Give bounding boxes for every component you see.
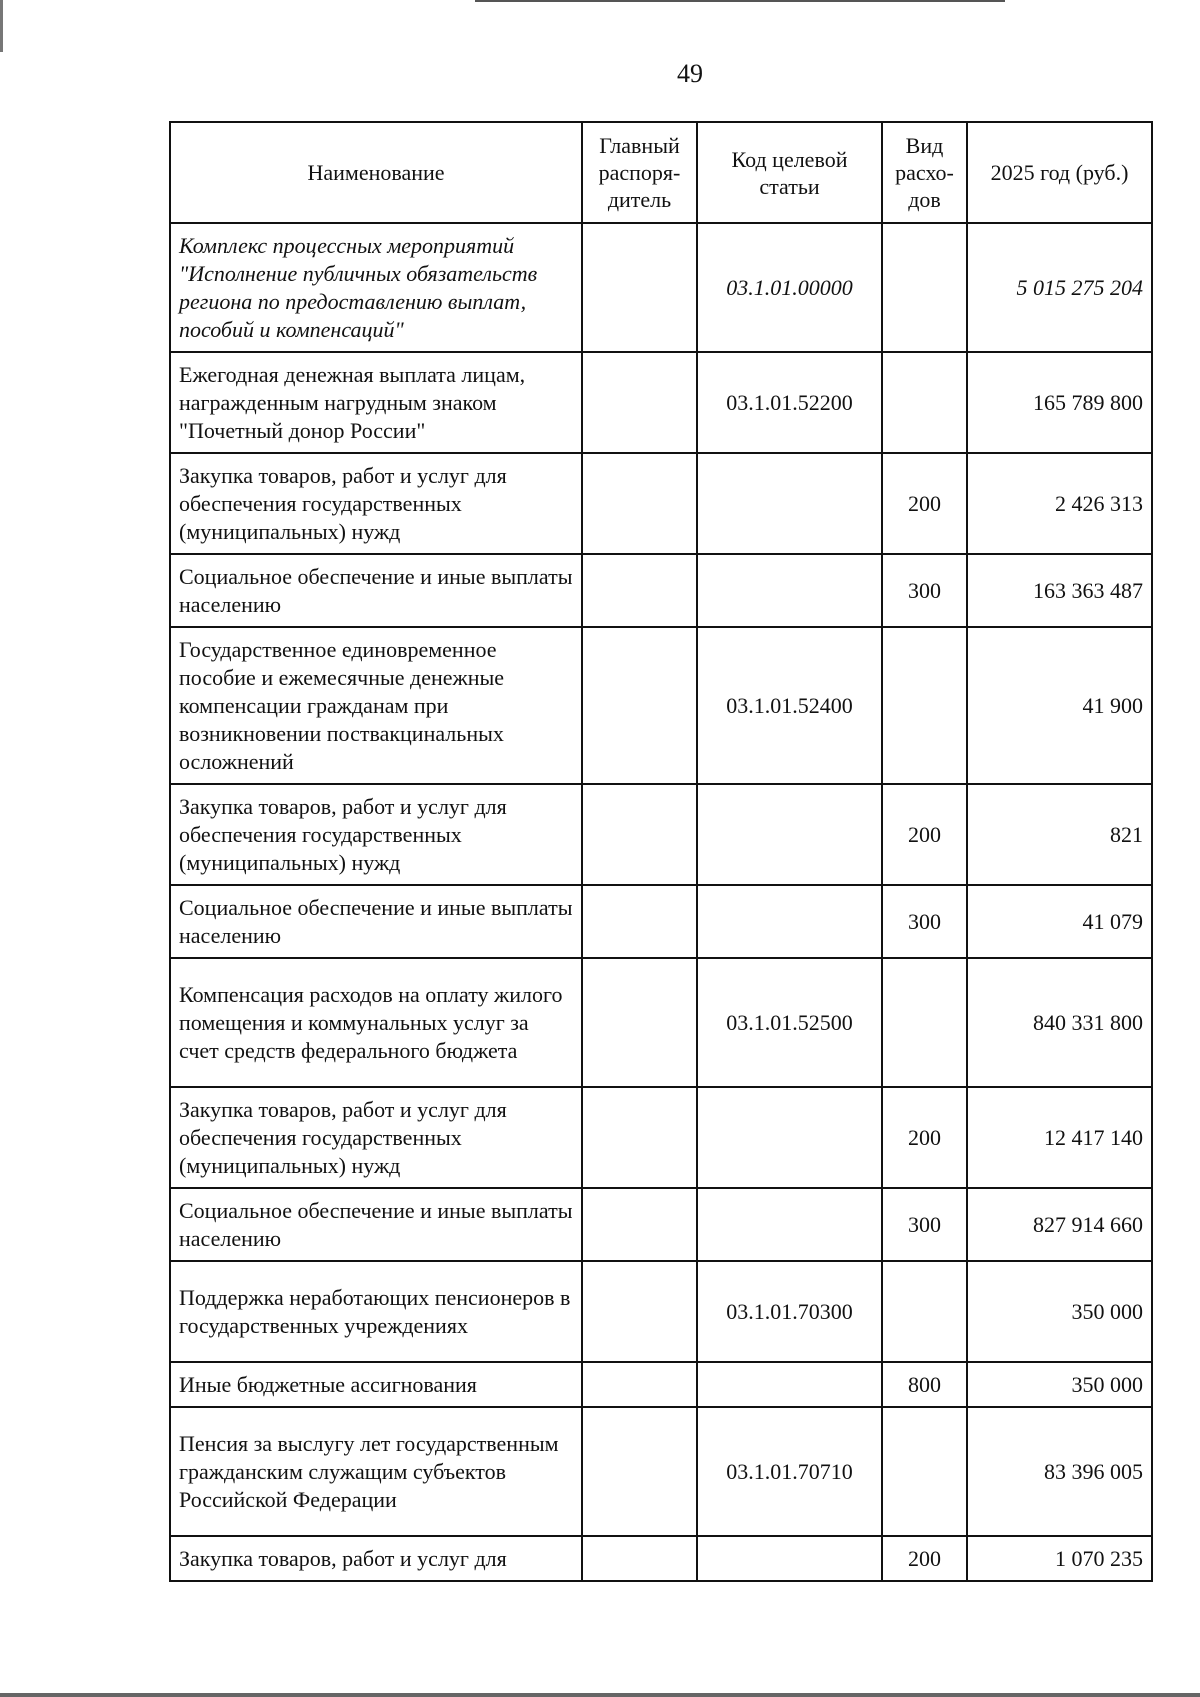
cell-amount: 350 000 xyxy=(967,1362,1152,1407)
cell-expense-type: 200 xyxy=(882,784,967,885)
cell-target-code xyxy=(697,453,882,554)
cell-amount: 840 331 800 xyxy=(967,958,1152,1087)
table-row xyxy=(170,1362,1152,1407)
cell-manager xyxy=(582,1261,697,1362)
cell-target-code: 03.1.01.52400 xyxy=(697,627,882,784)
cell-name: Социальное обеспечение и иные выплаты населению xyxy=(170,885,582,958)
cell-target-code: 03.1.01.52200 xyxy=(697,352,882,453)
left-edge-mark xyxy=(0,0,3,52)
cell-expense-type xyxy=(882,223,967,352)
cell-manager xyxy=(582,453,697,554)
header-manager: Главный распоря-дитель xyxy=(582,122,697,223)
cell-amount: 350 000 xyxy=(967,1261,1152,1362)
cell-expense-type: 200 xyxy=(882,1536,967,1581)
cell-manager xyxy=(582,352,697,453)
cell-name: Социальное обеспечение и иные выплаты населению xyxy=(170,1188,582,1261)
cell-target-code: 03.1.01.70710 xyxy=(697,1407,882,1536)
budget-table xyxy=(169,121,1153,1582)
cell-manager xyxy=(582,1087,697,1188)
cell-amount: 821 xyxy=(967,784,1152,885)
cell-name: Закупка товаров, работ и услуг для обеспечения государственных (муниципальных) нужд xyxy=(170,453,582,554)
cell-expense-type: 200 xyxy=(882,453,967,554)
cell-target-code: 03.1.01.00000 xyxy=(697,223,882,352)
cell-amount: 165 789 800 xyxy=(967,352,1152,453)
header-target-code: Код целевой статьи xyxy=(697,122,882,223)
top-edge-rule xyxy=(475,0,1005,2)
cell-manager xyxy=(582,627,697,784)
cell-expense-type: 300 xyxy=(882,554,967,627)
cell-target-code xyxy=(697,885,882,958)
cell-target-code xyxy=(697,1362,882,1407)
cell-name: Закупка товаров, работ и услуг для обеспечения государственных (муниципальных) нужд xyxy=(170,784,582,885)
table-header-row xyxy=(170,122,1152,223)
cell-expense-type xyxy=(882,958,967,1087)
table-row xyxy=(170,554,1152,627)
page-number: 49 xyxy=(677,59,703,88)
cell-name: Комплекс процессных мероприятий "Исполнение публичных обязательств региона по предоставлению выплат, пособий и компенсаций" xyxy=(170,223,582,352)
cell-amount: 827 914 660 xyxy=(967,1188,1152,1261)
cell-amount: 1 070 235 xyxy=(967,1536,1152,1581)
cell-target-code xyxy=(697,1536,882,1581)
cell-amount: 163 363 487 xyxy=(967,554,1152,627)
table-row xyxy=(170,1536,1152,1581)
cell-expense-type xyxy=(882,627,967,784)
table-row xyxy=(170,1407,1152,1536)
cell-manager xyxy=(582,223,697,352)
cell-target-code xyxy=(697,784,882,885)
cell-name: Компенсация расходов на оплату жилого помещения и коммунальных услуг за счет средств федерального бюджета xyxy=(170,958,582,1087)
cell-target-code xyxy=(697,1188,882,1261)
table-body xyxy=(170,223,1152,1581)
cell-amount: 5 015 275 204 xyxy=(967,223,1152,352)
header-name: Наименование xyxy=(170,122,582,223)
cell-manager xyxy=(582,958,697,1087)
cell-target-code xyxy=(697,1087,882,1188)
cell-amount: 41 079 xyxy=(967,885,1152,958)
table-row xyxy=(170,223,1152,352)
cell-name: Государственное единовременное пособие и ежемесячные денежные компенсации гражданам при возникновении поствакцинальных осложнений xyxy=(170,627,582,784)
cell-target-code xyxy=(697,554,882,627)
cell-name: Поддержка неработающих пенсионеров в государственных учреждениях xyxy=(170,1261,582,1362)
table-row xyxy=(170,958,1152,1087)
cell-amount: 41 900 xyxy=(967,627,1152,784)
cell-amount: 2 426 313 xyxy=(967,453,1152,554)
cell-manager xyxy=(582,784,697,885)
cell-name: Социальное обеспечение и иные выплаты населению xyxy=(170,554,582,627)
cell-expense-type: 200 xyxy=(882,1087,967,1188)
table-row xyxy=(170,1261,1152,1362)
cell-manager xyxy=(582,1362,697,1407)
cell-name: Закупка товаров, работ и услуг для xyxy=(170,1536,582,1581)
cell-amount: 12 417 140 xyxy=(967,1087,1152,1188)
header-amount: 2025 год (руб.) xyxy=(967,122,1152,223)
cell-expense-type: 300 xyxy=(882,885,967,958)
cell-amount: 83 396 005 xyxy=(967,1407,1152,1536)
table-row xyxy=(170,784,1152,885)
cell-name: Ежегодная денежная выплата лицам, награжденным нагрудным знаком "Почетный донор России" xyxy=(170,352,582,453)
table-row xyxy=(170,1188,1152,1261)
table-row xyxy=(170,885,1152,958)
cell-name: Иные бюджетные ассигнования xyxy=(170,1362,582,1407)
table-row xyxy=(170,352,1152,453)
cell-expense-type: 800 xyxy=(882,1362,967,1407)
table-row xyxy=(170,627,1152,784)
cell-manager xyxy=(582,1536,697,1581)
cell-manager xyxy=(582,1188,697,1261)
bottom-edge-rule xyxy=(0,1693,1200,1697)
cell-expense-type: 300 xyxy=(882,1188,967,1261)
cell-target-code: 03.1.01.52500 xyxy=(697,958,882,1087)
cell-manager xyxy=(582,885,697,958)
cell-target-code: 03.1.01.70300 xyxy=(697,1261,882,1362)
header-expense-type: Вид расхо-дов xyxy=(882,122,967,223)
cell-manager xyxy=(582,1407,697,1536)
table-row xyxy=(170,453,1152,554)
cell-expense-type xyxy=(882,352,967,453)
table-row xyxy=(170,1087,1152,1188)
cell-expense-type xyxy=(882,1407,967,1536)
cell-name: Закупка товаров, работ и услуг для обеспечения государственных (муниципальных) нужд xyxy=(170,1087,582,1188)
cell-expense-type xyxy=(882,1261,967,1362)
cell-manager xyxy=(582,554,697,627)
cell-name: Пенсия за выслугу лет государственным гражданским служащим субъектов Российской Федерации xyxy=(170,1407,582,1536)
